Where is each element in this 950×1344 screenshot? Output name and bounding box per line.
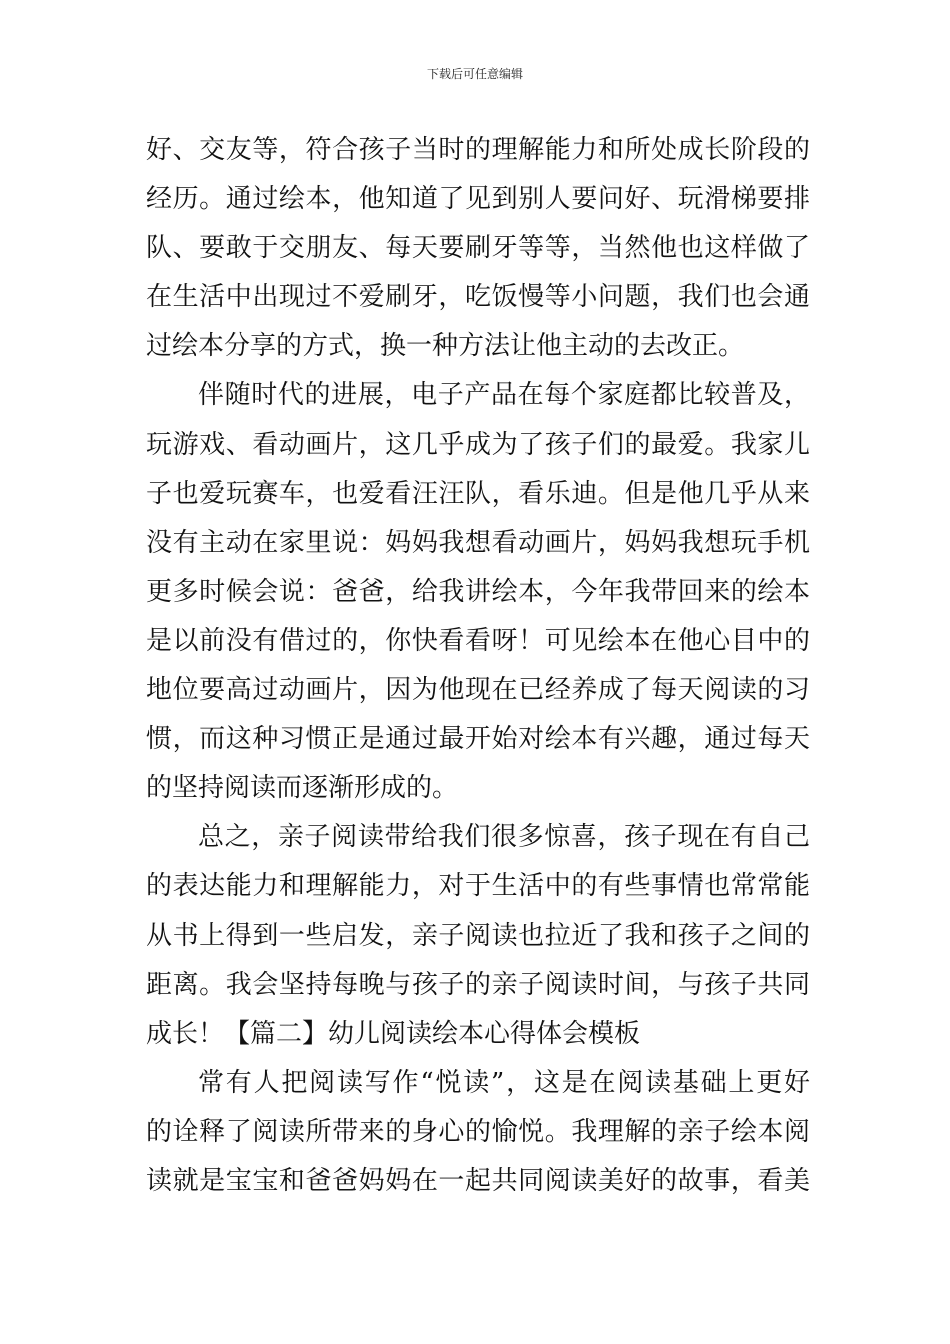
text-line: 的坚持阅读而逐渐形成的。 — [146, 773, 459, 804]
text-line: 子也爱玩赛车，也爱看汪汪队，看乐迪。但是他几乎从来 — [146, 478, 810, 509]
paragraph-3 — [146, 813, 810, 1058]
text-line: 读就是宝宝和爸爸妈妈在一起共同阅读美好的故事，看美 — [146, 1165, 810, 1196]
text-line: 常有人把阅读写作“悦读”，这是在阅读基础上更好 — [198, 1067, 810, 1098]
text-line: 的诠释了阅读所带来的身心的愉悦。我理解的亲子绘本阅 — [146, 1116, 810, 1147]
text-line: 更多时候会说：爸爸，给我讲绘本，今年我带回来的绘本 — [146, 576, 810, 607]
text-line: 距离。我会坚持每晚与孩子的亲子阅读时间，与孩子共同 — [146, 969, 810, 1000]
text-line: 是以前没有借过的，你快看看呀！可见绘本在他心目中的 — [146, 625, 810, 656]
text-line: 在生活中出现过不爱刷牙，吃饭慢等小问题，我们也会通 — [146, 282, 810, 313]
text-line: 经历。通过绘本，他知道了见到别人要问好、玩滑梯要排 — [146, 184, 810, 215]
text-line: 队、要敢于交朋友、每天要刷牙等等，当然他也这样做了 — [146, 233, 810, 264]
paragraph-1 — [146, 126, 810, 371]
text-line: 过绘本分享的方式，换一种方法让他主动的去改正。 — [146, 331, 745, 362]
paragraph-2 — [146, 371, 810, 813]
text-line: 玩游戏、看动画片，这几乎成为了孩子们的最爱。我家儿 — [146, 429, 810, 460]
text-line: 地位要高过动画片，因为他现在已经养成了每天阅读的习 — [146, 675, 810, 706]
text-line: 总之，亲子阅读带给我们很多惊喜，孩子现在有自己 — [198, 822, 810, 853]
text-line: 没有主动在家里说：妈妈我想看动画片，妈妈我想玩手机 — [146, 527, 810, 558]
text-line: 惯，而这种习惯正是通过最开始对绘本有兴趣，通过每天 — [146, 724, 810, 755]
text-line: 伴随时代的进展，电子产品在每个家庭都比较普及， — [198, 380, 810, 411]
text-line: 好、交友等，符合孩子当时的理解能力和所处成长阶段的 — [146, 135, 810, 165]
document-body — [146, 126, 810, 1206]
paragraph-4 — [146, 1059, 810, 1206]
page-header: 下载后可任意编辑 — [426, 67, 523, 81]
text-line: 从书上得到一些启发，亲子阅读也拉近了我和孩子之间的 — [146, 920, 810, 951]
text-line: 的表达能力和理解能力，对于生活中的有些事情也常常能 — [146, 871, 810, 902]
text-line: 成长！【篇二】幼儿阅读绘本心得体会模板 — [146, 1018, 641, 1049]
